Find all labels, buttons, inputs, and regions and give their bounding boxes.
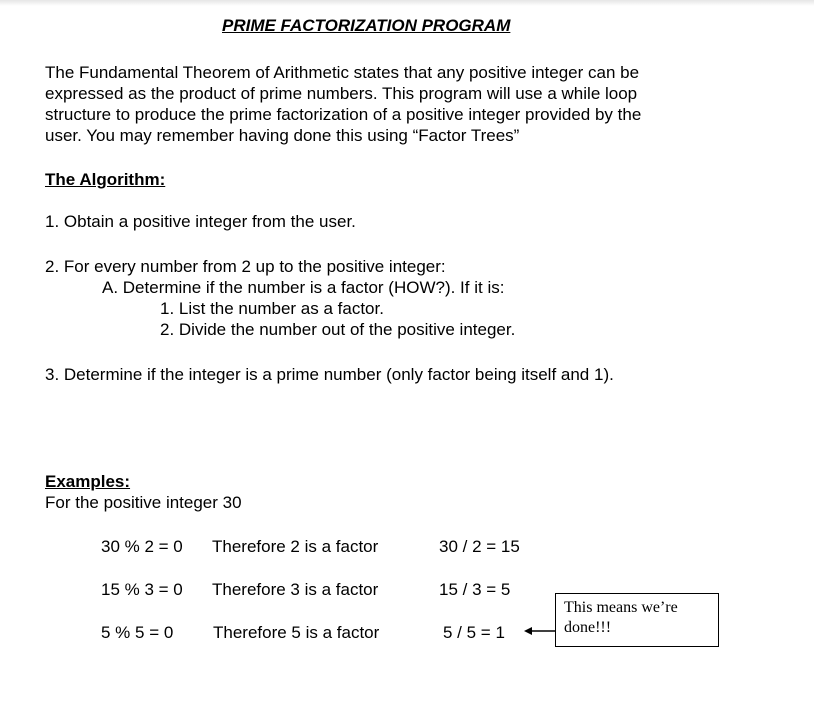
example-mod-2: 15 % 3 = 0 — [101, 580, 183, 599]
intro-paragraph — [45, 62, 745, 146]
algorithm-step-2: 2. For every number from 2 up to the positive integer: — [45, 257, 446, 276]
done-callout-box — [555, 593, 719, 647]
callout-line-2: done!!! — [564, 619, 612, 636]
example-div-3: 5 / 5 = 1 — [443, 623, 505, 642]
top-edge-shadow — [0, 0, 814, 6]
example-text-1: Therefore 2 is a factor — [212, 537, 379, 556]
example-div-2: 15 / 3 = 5 — [439, 580, 511, 599]
intro-line: expressed as the product of prime numbers. This program will use a while loop — [45, 84, 638, 103]
examples-intro: For the positive integer 30 — [45, 493, 242, 512]
page-title: PRIME FACTORIZATION PROGRAM — [222, 16, 511, 35]
example-div-1: 30 / 2 = 15 — [439, 537, 520, 556]
intro-line: structure to produce the prime factorization of a positive integer provided by the — [45, 105, 642, 124]
algorithm-step-3: 3. Determine if the integer is a prime number (only factor being itself and 1). — [45, 365, 614, 384]
example-mod-3: 5 % 5 = 0 — [101, 623, 174, 642]
intro-line: The Fundamental Theorem of Arithmetic states that any positive integer can be — [45, 63, 640, 82]
algorithm-heading: The Algorithm: — [45, 170, 166, 189]
example-mod-1: 30 % 2 = 0 — [101, 537, 183, 556]
algorithm-step-2a1: 1. List the number as a factor. — [160, 299, 384, 318]
algorithm-step-1: 1. Obtain a positive integer from the user. — [45, 212, 356, 231]
intro-line: user. You may remember having done this using “Factor Trees” — [45, 126, 520, 145]
example-text-2: Therefore 3 is a factor — [212, 580, 379, 599]
callout-line-1: This means we’re — [564, 599, 678, 616]
example-text-3: Therefore 5 is a factor — [213, 623, 380, 642]
algorithm-step-2a2: 2. Divide the number out of the positive integer. — [160, 320, 516, 339]
left-arrow-icon — [524, 625, 556, 637]
examples-heading: Examples: — [45, 472, 131, 491]
algorithm-step-2a: A. Determine if the number is a factor (HOW?). If it is: — [102, 278, 505, 297]
